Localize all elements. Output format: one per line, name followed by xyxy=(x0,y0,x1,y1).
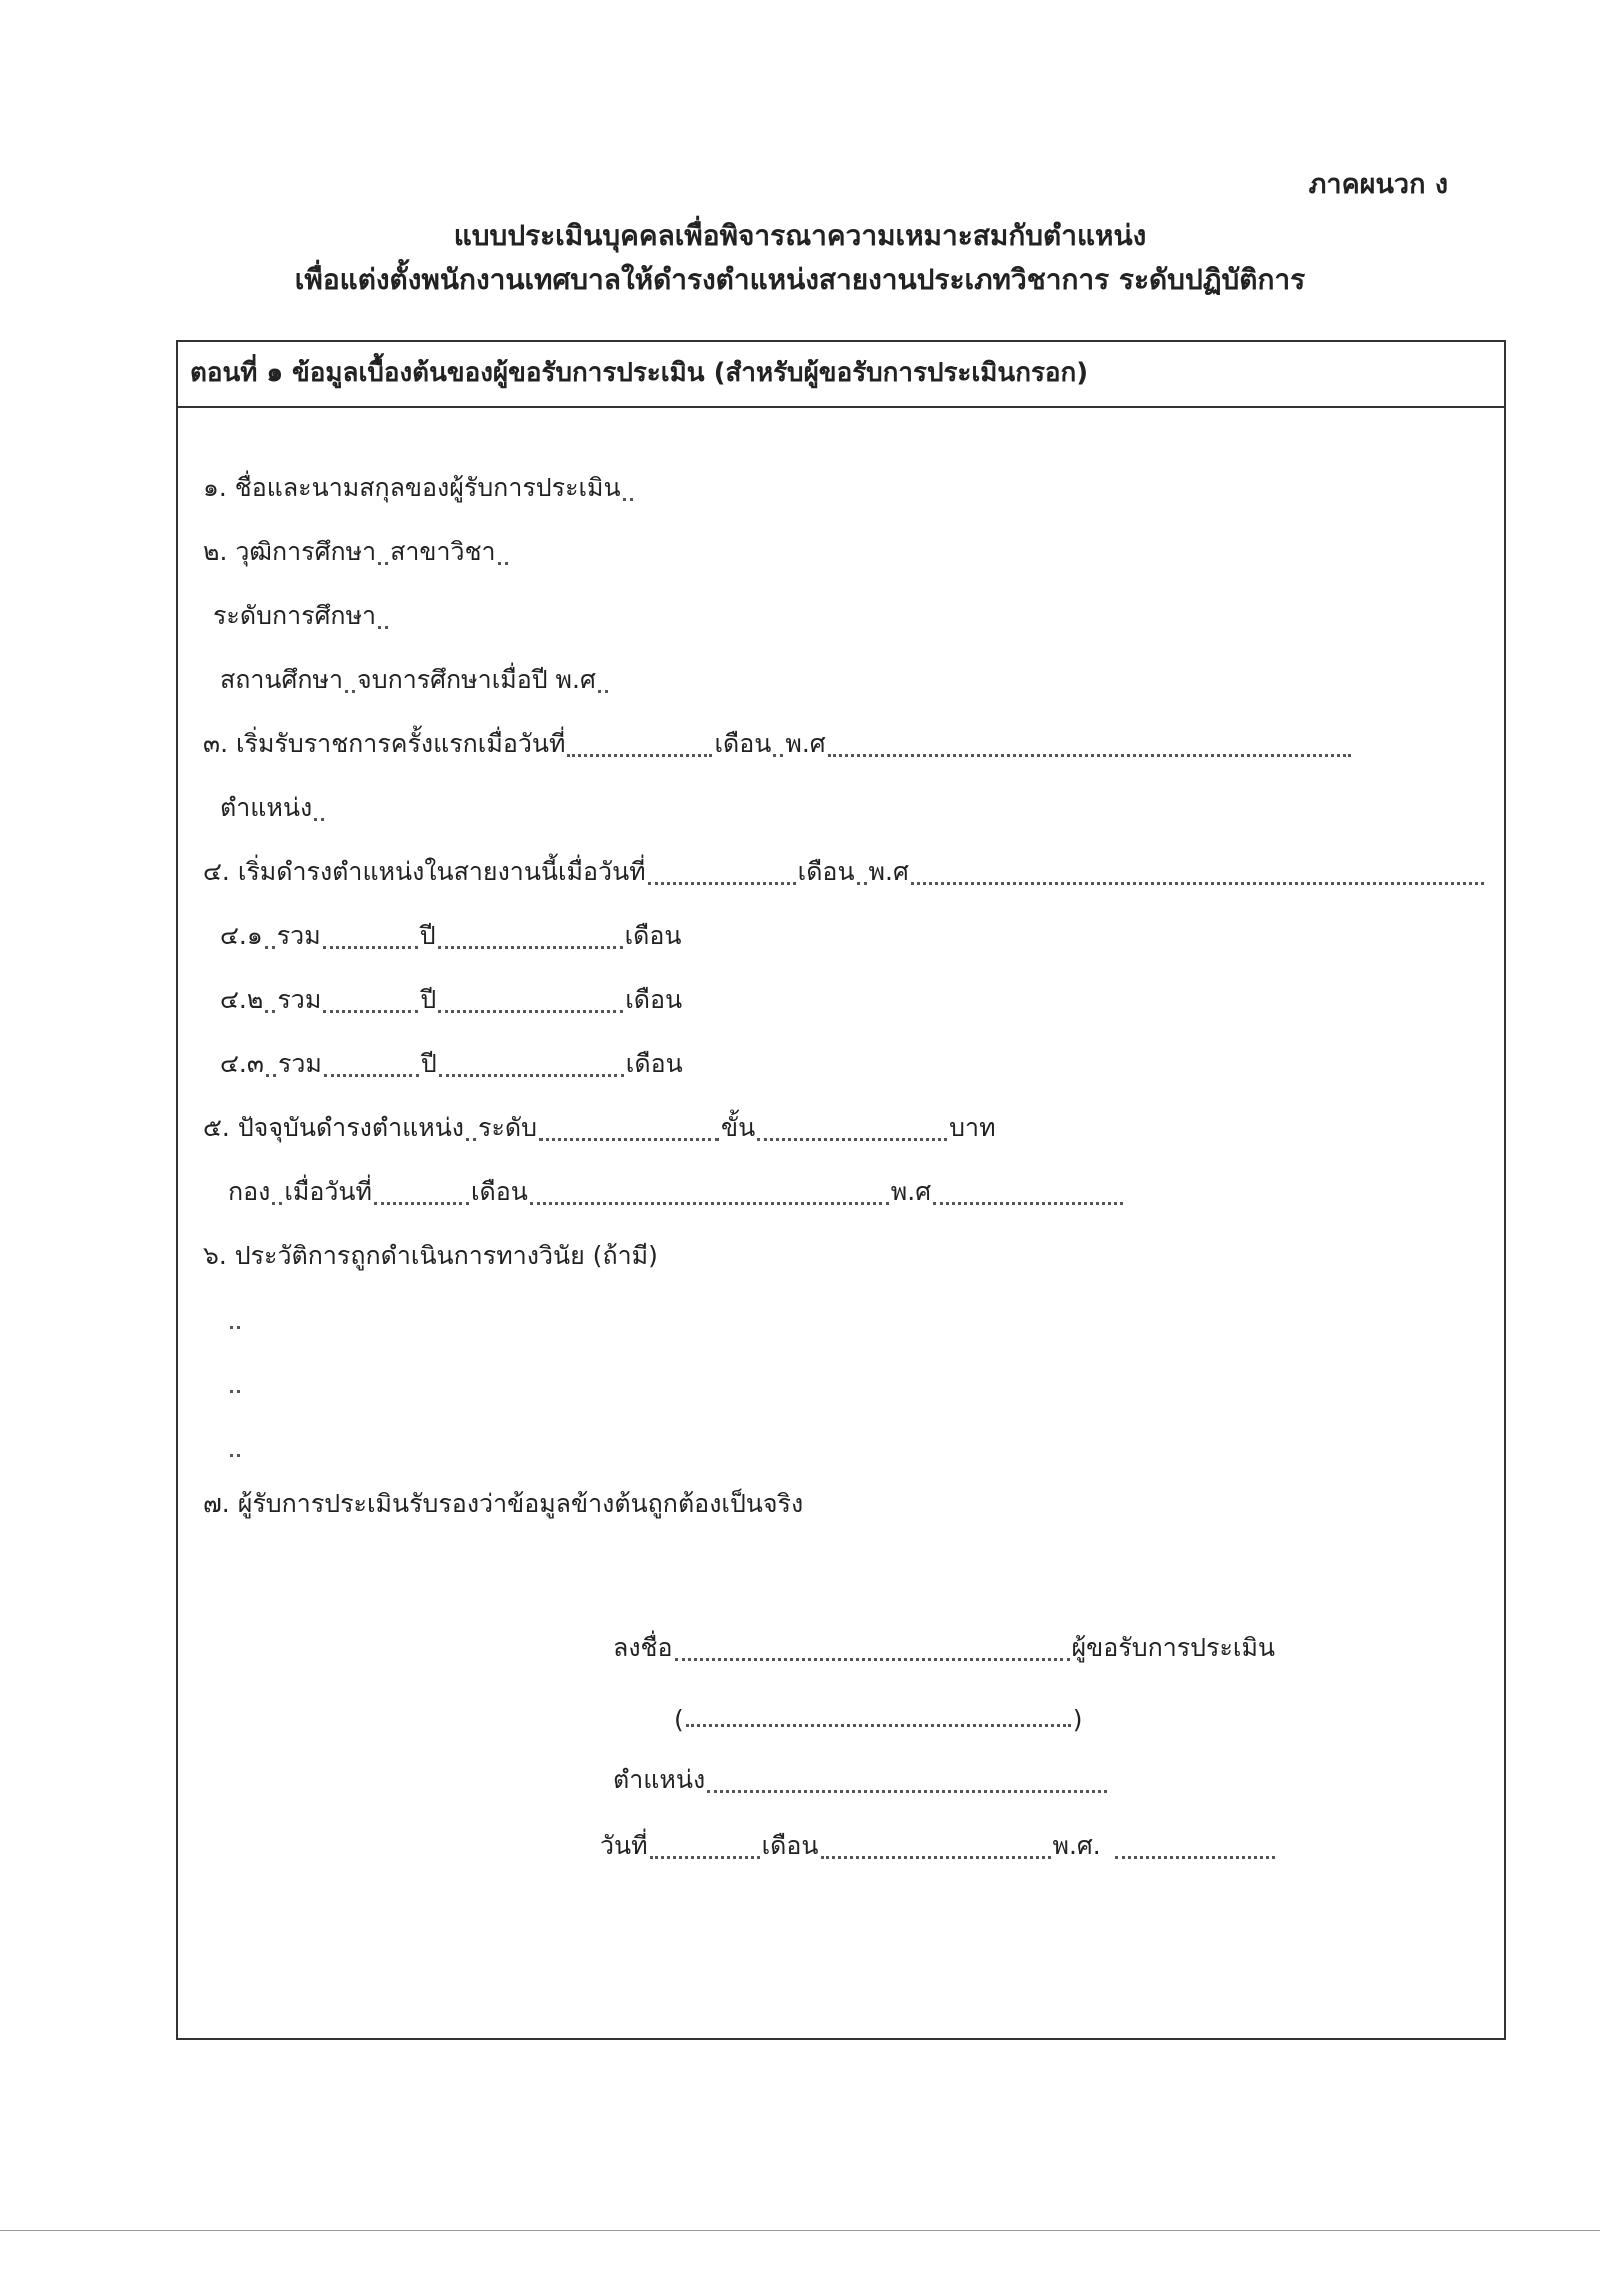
month-label: เดือน xyxy=(797,857,855,886)
start-year-field[interactable] xyxy=(828,754,1351,757)
month-label: เดือน xyxy=(714,729,772,758)
row-start-position xyxy=(178,792,1504,828)
printed-name-field[interactable] xyxy=(686,1724,1071,1727)
row-education-level xyxy=(178,600,1504,636)
row-discipline-line1 xyxy=(178,1300,1504,1336)
education-level-label: ระดับการศึกษา xyxy=(213,601,377,630)
appendix-label: ภาคผนวก ง xyxy=(1308,169,1448,200)
division-month-field[interactable] xyxy=(530,1202,889,1205)
month-label: เดือน xyxy=(625,1049,683,1078)
start-day-field[interactable] xyxy=(567,754,712,757)
discipline-field-1[interactable] xyxy=(230,1326,240,1329)
discipline-field-3[interactable] xyxy=(230,1454,240,1457)
sub-item-label: ๔.๓ xyxy=(220,1049,264,1078)
graduated-year-field[interactable] xyxy=(598,690,608,693)
year-label: ปี xyxy=(420,985,437,1014)
item5-label: ๕. ปัจจุบันดำรงตำแหน่ง xyxy=(203,1113,465,1142)
level-field[interactable] xyxy=(539,1138,719,1141)
current-position-field[interactable] xyxy=(466,1138,476,1141)
sub-4-3-field[interactable] xyxy=(266,1074,276,1077)
signature-date-line xyxy=(600,1830,1277,1866)
signature-field[interactable] xyxy=(675,1658,1070,1661)
page-bottom-rule xyxy=(0,2230,1600,2231)
sub-4-1-field[interactable] xyxy=(265,946,275,949)
on-date-label: เมื่อวันที่ xyxy=(284,1177,373,1206)
signature-position-field[interactable] xyxy=(707,1790,1107,1793)
sign-month-field[interactable] xyxy=(821,1856,1051,1859)
year-label: ปี xyxy=(419,921,436,950)
division-day-field[interactable] xyxy=(374,1202,469,1205)
division-field[interactable] xyxy=(272,1202,282,1205)
row-name xyxy=(178,472,1504,508)
row-sub-4-2 xyxy=(178,984,1504,1020)
major-field[interactable] xyxy=(498,562,508,565)
item3-label: ๓. เริ่มรับราชการครั้งแรกเมื่อวันที่ xyxy=(203,729,566,758)
year-label: ปี xyxy=(420,1049,437,1078)
be-label: พ.ศ xyxy=(868,857,909,886)
item7-label: ๗. ผู้รับการประเมินรับรองว่าข้อมูลข้างต้นถูกต้องเป็นจริง xyxy=(203,1489,804,1518)
education-level-field[interactable] xyxy=(378,626,388,629)
paren-close: ) xyxy=(1072,1705,1083,1734)
row-discipline-line3 xyxy=(178,1428,1504,1464)
printed-name-line xyxy=(674,1698,1083,1734)
month-label: เดือน xyxy=(624,921,682,950)
sub-item-label: ๔.๒ xyxy=(220,985,264,1014)
discipline-field-2[interactable] xyxy=(230,1390,240,1393)
sub-4-1-years[interactable] xyxy=(323,946,418,949)
division-year-field[interactable] xyxy=(933,1202,1123,1205)
division-label: กอง xyxy=(228,1177,271,1206)
row-sub-4-1 xyxy=(178,920,1504,956)
sub-4-2-years[interactable] xyxy=(323,1010,418,1013)
major-label: สาขาวิชา xyxy=(390,537,496,566)
item2-label: ๒. วุฒิการศึกษา xyxy=(203,537,377,566)
level-label: ระดับ xyxy=(478,1113,537,1142)
item6-label: ๖. ประวัติการถูกดำเนินการทางวินัย (ถ้ามี) xyxy=(203,1241,658,1270)
row-start-service xyxy=(178,728,1504,764)
education-field[interactable] xyxy=(378,562,388,565)
row-discipline-line2 xyxy=(178,1364,1504,1400)
name-field[interactable] xyxy=(623,498,633,501)
sub-4-2-months[interactable] xyxy=(438,1010,623,1013)
graduated-label: จบการศึกษาเมื่อปี พ.ศ xyxy=(357,665,596,694)
row-start-line xyxy=(178,856,1504,892)
sub-4-2-field[interactable] xyxy=(265,1010,275,1013)
form-title-line1: แบบประเมินบุคคลเพื่อพิจารณาความเหมาะสมกับตำแหน่ง xyxy=(453,219,1147,252)
month-label: เดือน xyxy=(625,985,683,1014)
position-label: ตำแหน่ง xyxy=(613,1765,706,1794)
line-year-field[interactable] xyxy=(911,882,1484,885)
signature-position-line xyxy=(613,1764,1109,1800)
row-institution xyxy=(178,664,1504,700)
institution-label: สถานศึกษา xyxy=(220,665,344,694)
step-label: ขั้น xyxy=(720,1113,756,1142)
item1-label: ๑. ชื่อและนามสกุลของผู้รับการประเมิน xyxy=(203,473,621,502)
total-label: รวม xyxy=(277,985,322,1014)
form-section-box xyxy=(176,340,1506,2040)
total-label: รวม xyxy=(277,1049,322,1078)
be-label: พ.ศ xyxy=(785,729,826,758)
month-label: เดือน xyxy=(761,1831,819,1860)
sign-year-field[interactable] xyxy=(1115,1856,1275,1859)
start-position-label: ตำแหน่ง xyxy=(220,793,313,822)
sign-label: ลงชื่อ xyxy=(613,1633,673,1662)
start-month-field[interactable] xyxy=(773,754,783,757)
applicant-label: ผู้ขอรับการประเมิน xyxy=(1071,1633,1276,1662)
row-discipline xyxy=(178,1240,1504,1276)
section-heading: ตอนที่ ๑ ข้อมูลเบื้องต้นของผู้ขอรับการประเมิน (สำหรับผู้ขอรับการประเมินกรอก) xyxy=(178,342,1504,408)
start-position-field[interactable] xyxy=(314,818,324,821)
row-current-position xyxy=(178,1112,1504,1148)
line-day-field[interactable] xyxy=(648,882,796,885)
total-label: รวม xyxy=(276,921,321,950)
row-education xyxy=(178,536,1504,572)
sub-4-1-months[interactable] xyxy=(438,946,623,949)
step-field[interactable] xyxy=(757,1138,947,1141)
sub-4-3-months[interactable] xyxy=(439,1074,624,1077)
line-month-field[interactable] xyxy=(857,882,867,885)
sub-4-3-years[interactable] xyxy=(324,1074,419,1077)
be-label: พ.ศ. xyxy=(1052,1831,1101,1860)
baht-label: บาท xyxy=(949,1113,996,1142)
institution-field[interactable] xyxy=(345,690,355,693)
form-title-line2: เพื่อแต่งตั้งพนักงานเทศบาลให้ดำรงตำแหน่งสายงานประเภทวิชาการ ระดับปฏิบัติการ xyxy=(294,263,1306,296)
row-certify xyxy=(178,1488,1504,1524)
row-sub-4-3 xyxy=(178,1048,1504,1084)
sign-day-field[interactable] xyxy=(650,1856,760,1859)
month-label: เดือน xyxy=(471,1177,528,1206)
date-label: วันที่ xyxy=(600,1831,648,1860)
signature-line xyxy=(613,1632,1275,1668)
paren-open: ( xyxy=(674,1705,684,1734)
be-label: พ.ศ xyxy=(890,1177,932,1206)
row-division xyxy=(178,1176,1504,1212)
item4-label: ๔. เริ่มดำรงตำแหน่งในสายงานนี้เมื่อวันที่ xyxy=(203,857,646,886)
sub-item-label: ๔.๑ xyxy=(220,921,263,950)
